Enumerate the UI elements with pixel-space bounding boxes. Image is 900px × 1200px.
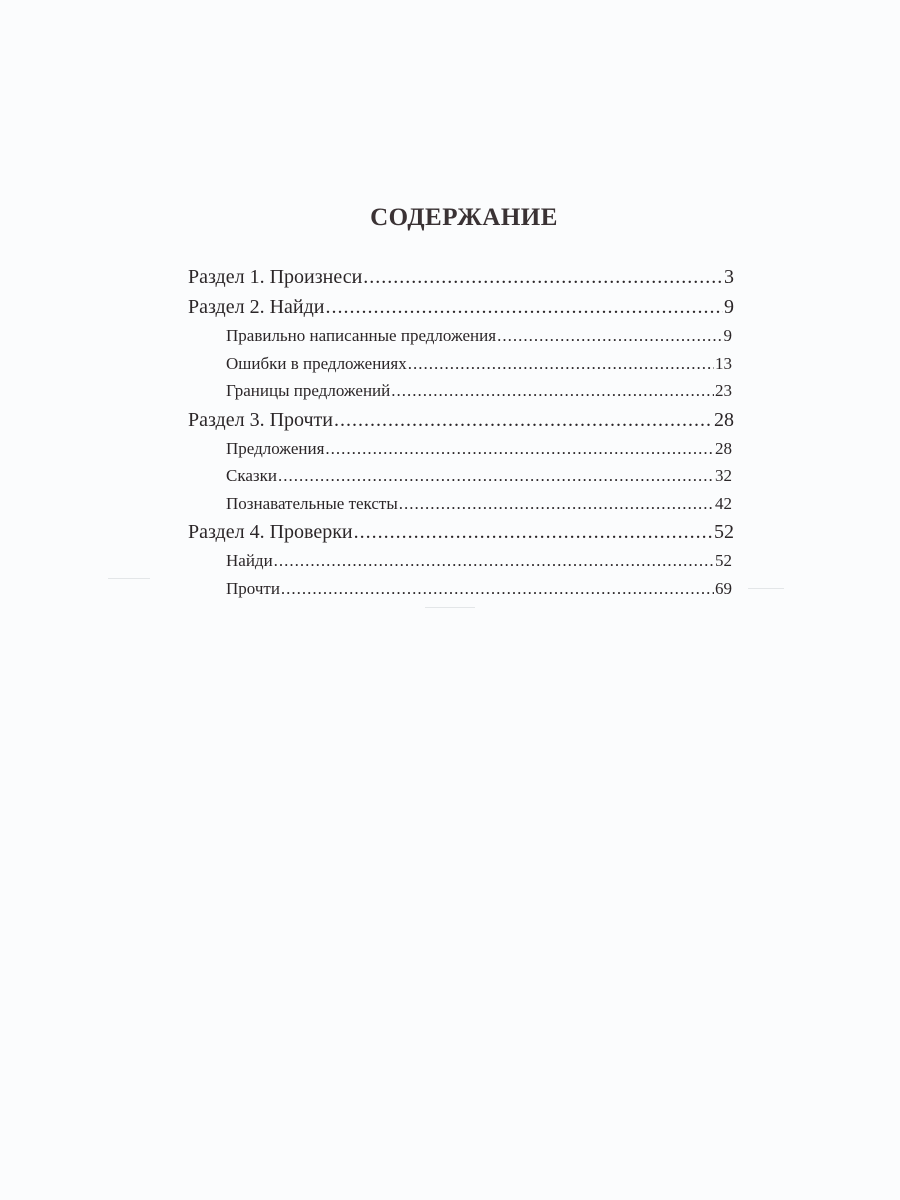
- toc-leader-dots: [325, 292, 723, 322]
- toc-entry-section-4[interactable]: [188, 517, 734, 547]
- toc-entry-page: 52: [714, 521, 734, 543]
- toc-entry-label: Раздел 1. Произнеси: [188, 266, 363, 288]
- toc-leader-dots: [334, 405, 713, 435]
- toc-entry-subsection[interactable]: [188, 462, 734, 490]
- toc-entry-page: 69: [715, 578, 732, 598]
- toc-entry-page: 52: [715, 551, 732, 570]
- toc-entry-label: Ошибки в предложениях: [226, 353, 407, 373]
- toc-entry-page: 23: [715, 381, 732, 400]
- toc-entry-subsection[interactable]: [188, 322, 734, 350]
- scan-artifact-line: [425, 607, 475, 608]
- toc-leader-dots: [281, 575, 714, 603]
- toc-entry-label: Найди: [226, 551, 273, 570]
- toc-leader-dots: [408, 350, 714, 378]
- toc-leader-dots: [354, 517, 713, 547]
- toc-entry-page: 9: [724, 296, 734, 318]
- toc-entry-label: Сказки: [226, 466, 277, 485]
- toc-entry-subsection[interactable]: [188, 377, 734, 405]
- scan-artifact-line: [748, 588, 784, 589]
- toc-leader-dots: [278, 462, 714, 490]
- page-title: СОДЕРЖАНИЕ: [370, 204, 558, 231]
- toc-entry-subsection[interactable]: [188, 490, 734, 518]
- toc-leader-dots: [399, 490, 714, 518]
- toc-entry-page: 9: [723, 326, 732, 345]
- toc-leader-dots: [274, 547, 714, 575]
- toc-entry-label: Границы предложений: [226, 381, 391, 400]
- toc-entry-subsection[interactable]: [188, 547, 734, 575]
- toc-entry-section-3[interactable]: [188, 405, 734, 435]
- toc-entry-subsection[interactable]: [188, 575, 734, 603]
- table-of-contents: [188, 262, 734, 602]
- toc-leader-dots: [363, 262, 723, 292]
- toc-entry-page: 42: [715, 493, 732, 513]
- toc-entry-page: 28: [715, 438, 732, 458]
- toc-entry-subsection[interactable]: [188, 435, 734, 463]
- toc-entry-label: Предложения: [226, 438, 325, 458]
- toc-entry-label: Правильно написанные предложения: [226, 326, 497, 345]
- toc-entry-subsection[interactable]: [188, 350, 734, 378]
- toc-entry-page: 32: [715, 466, 732, 485]
- toc-leader-dots: [497, 322, 722, 350]
- toc-leader-dots: [325, 435, 714, 463]
- toc-entry-page: 13: [715, 353, 732, 373]
- toc-entry-label: Раздел 3. Прочти: [188, 408, 333, 431]
- scan-artifact-line: [108, 578, 150, 579]
- toc-leader-dots: [391, 377, 714, 405]
- toc-entry-section-2[interactable]: [188, 292, 734, 322]
- toc-entry-label: Прочти: [226, 578, 280, 598]
- toc-entry-page: 3: [724, 266, 734, 288]
- toc-entry-section-1[interactable]: [188, 262, 734, 292]
- toc-entry-label: Раздел 2. Найди: [188, 296, 325, 318]
- toc-entry-label: Раздел 4. Проверки: [188, 521, 353, 543]
- toc-entry-label: Познавательные тексты: [226, 493, 398, 513]
- toc-entry-page: 28: [714, 408, 734, 431]
